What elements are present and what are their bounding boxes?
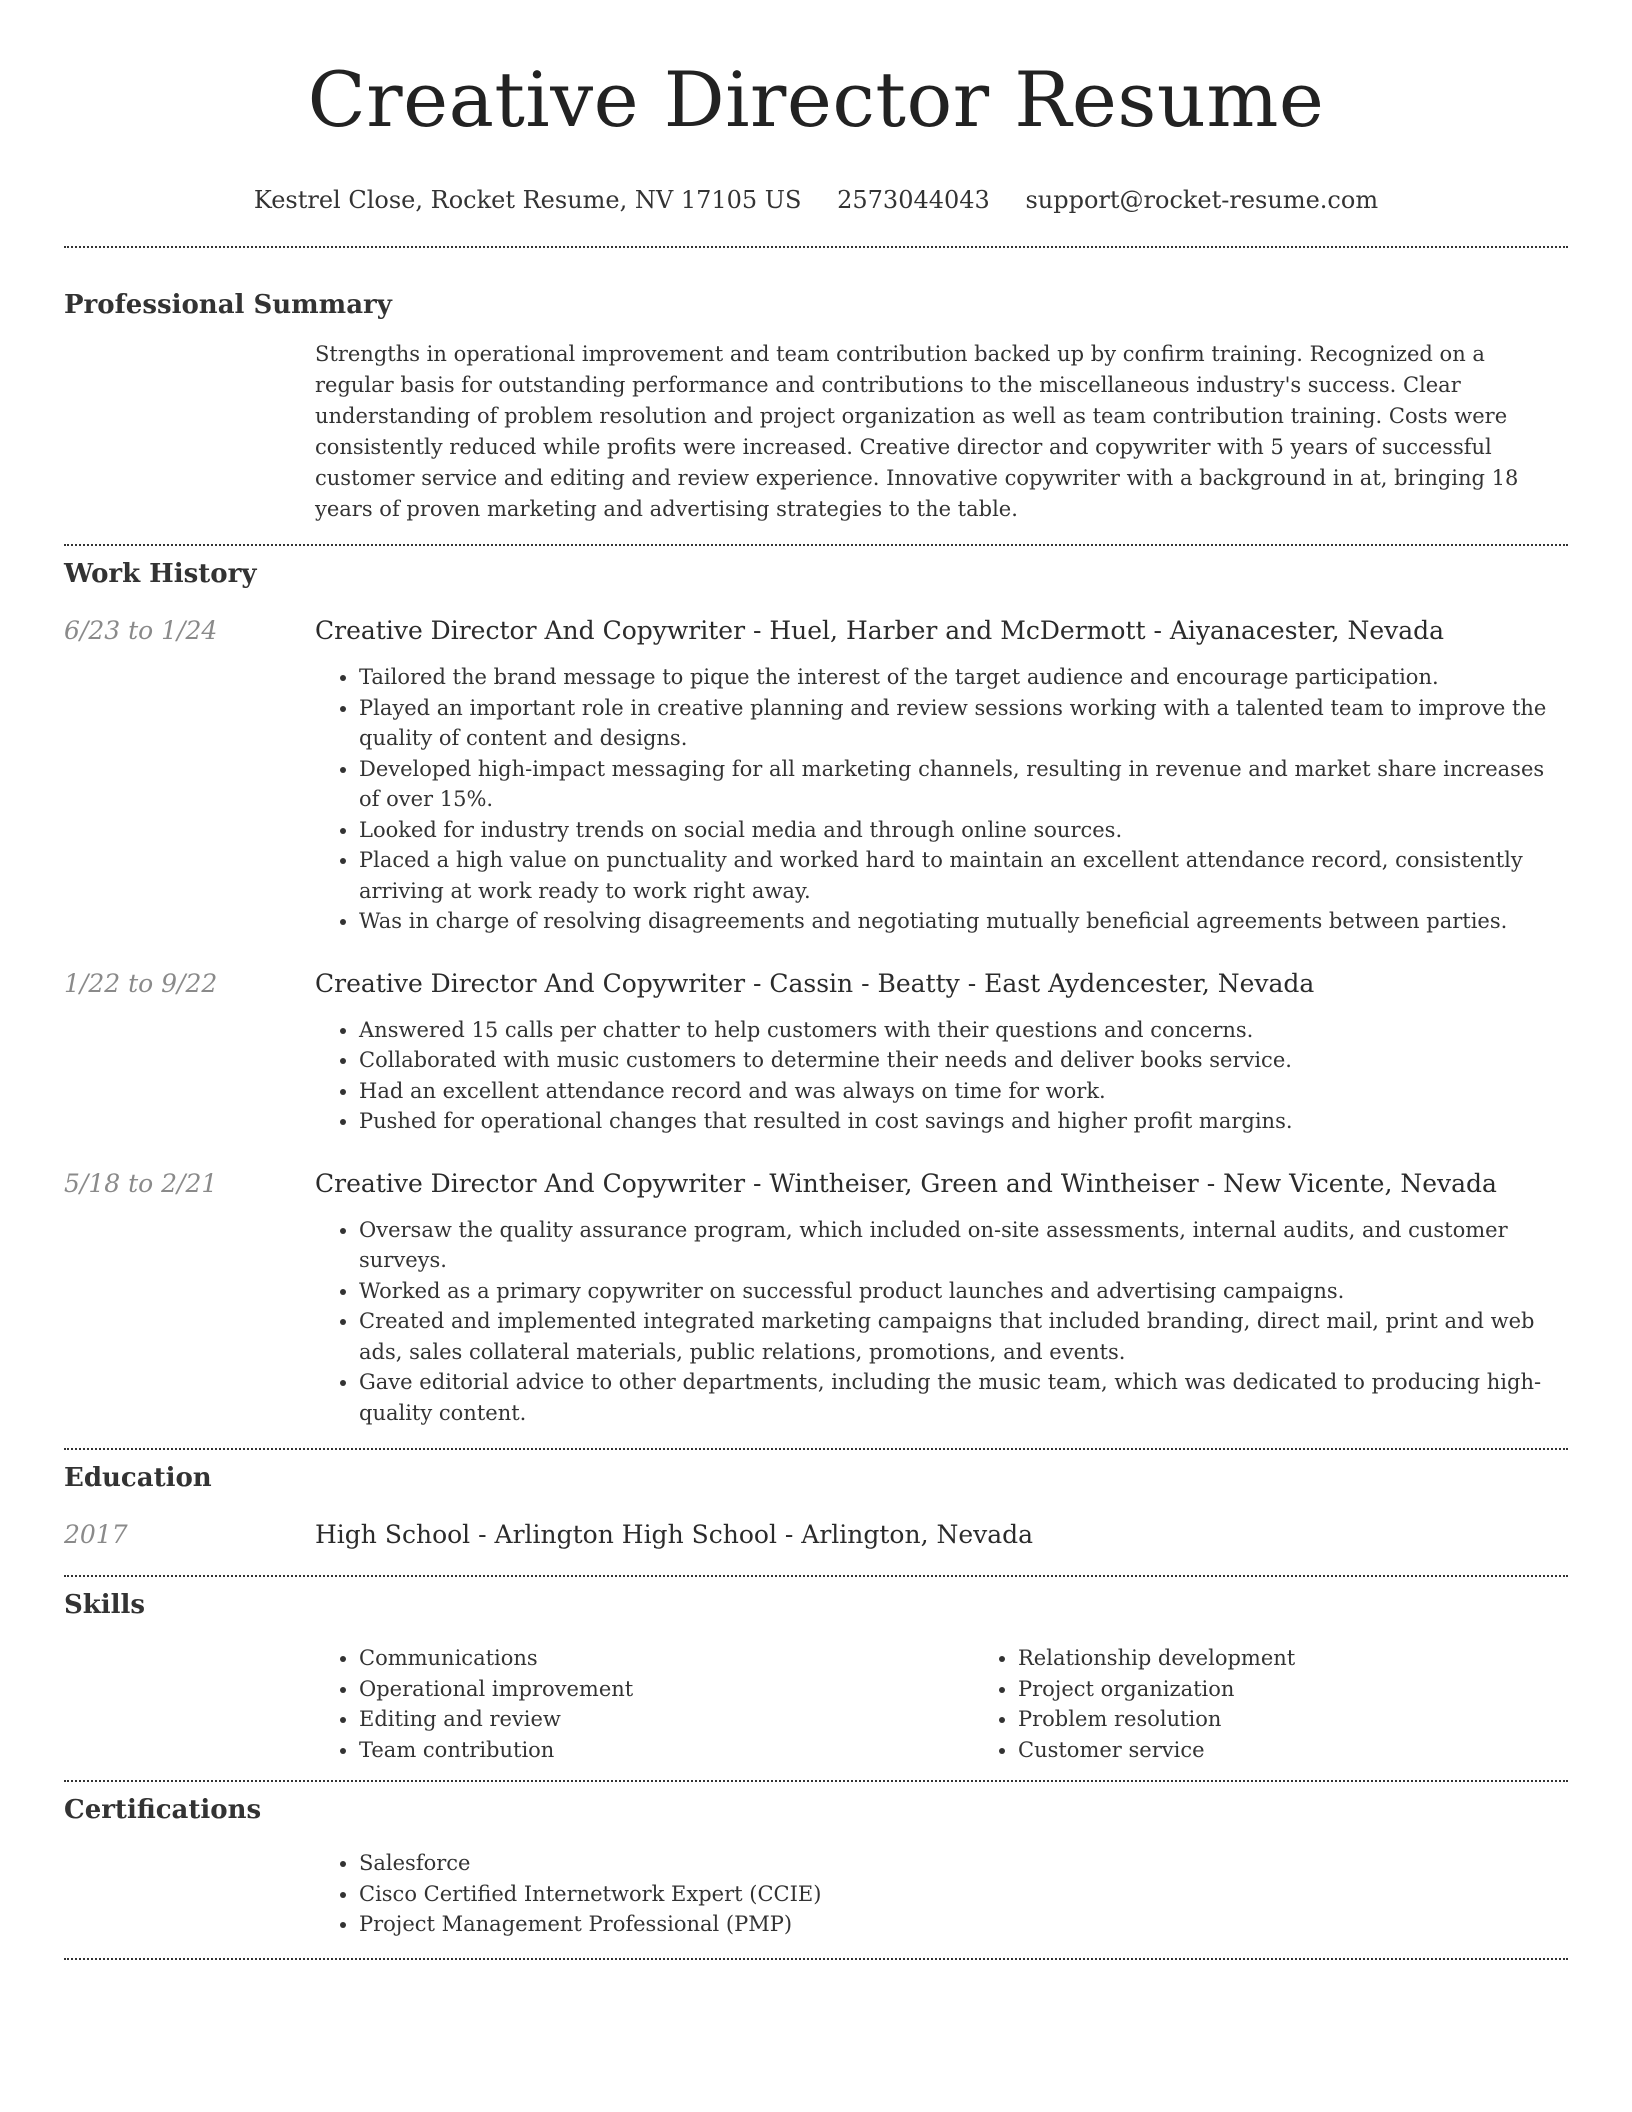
- list-item: • Communications: [359, 1643, 974, 1674]
- skills-row: [64, 1643, 1568, 1765]
- list-item: • Relationship development: [1018, 1643, 1632, 1674]
- list-item: • Customer service: [1018, 1735, 1632, 1766]
- job-header: [64, 614, 1568, 648]
- job-bullets: [315, 1015, 1568, 1137]
- list-item: • Cisco Certified Internetwork Expert (CCIE): [359, 1879, 1568, 1910]
- job-header: [64, 1167, 1568, 1201]
- certifications-list: [315, 1848, 1568, 1940]
- divider: [64, 1448, 1568, 1450]
- list-item: • Answered 15 calls per chatter to help customers with their questions and concerns.: [359, 1015, 1568, 1046]
- resume-page: [64, 0, 1568, 1960]
- job-bullets-col: [315, 1015, 1568, 1137]
- divider: [64, 246, 1568, 248]
- certifications-section: [64, 1793, 1568, 1940]
- list-item: • Collaborated with music customers to determine their needs and deliver books service.: [359, 1045, 1568, 1076]
- list-item: • Operational improvement: [359, 1674, 974, 1705]
- list-item: • Placed a high value on punctuality and worked hard to maintain an excellent attendance record, consistently arriving at work ready to work right away.: [359, 845, 1568, 906]
- skills-list-left: [315, 1643, 974, 1765]
- certifications-col: [315, 1848, 1568, 1940]
- divider: [64, 1575, 1568, 1577]
- list-item: • Team contribution: [359, 1735, 974, 1766]
- job-details: [64, 1215, 1568, 1429]
- job-entry: [64, 967, 1568, 1137]
- job-details: [64, 1015, 1568, 1137]
- list-item: • Looked for industry trends on social media and through online sources.: [359, 815, 1568, 846]
- job-title: Creative Director And Copywriter - Cassin - Beatty - East Aydencester, Nevada: [315, 968, 1315, 998]
- job-spacer: [64, 662, 315, 937]
- contact-phone: 2573044043: [837, 186, 990, 214]
- list-item: • Problem resolution: [1018, 1704, 1632, 1735]
- education-section: [64, 1461, 1568, 1552]
- summary-spacer: [64, 339, 315, 525]
- job-dates: 6/23 to 1/24: [64, 616, 218, 645]
- list-item: • Had an excellent attendance record and was always on time for work.: [359, 1076, 1568, 1107]
- divider: [64, 544, 1568, 546]
- job-entry: [64, 1167, 1568, 1429]
- list-item: • Gave editorial advice to other departments, including the music team, which was dedicated to producing high-quality content.: [359, 1367, 1568, 1428]
- list-item: • Pushed for operational changes that resulted in cost savings and higher profit margins.: [359, 1106, 1568, 1137]
- job-bullets-col: [315, 1215, 1568, 1429]
- education-text: High School - Arlington High School - Arlington, Nevada: [315, 1520, 1034, 1549]
- skills-list-right: [974, 1643, 1632, 1765]
- resume-title: Creative Director Resume: [307, 55, 1325, 144]
- list-item: • Developed high-impact messaging for all marketing channels, resulting in revenue and market share increases of over 15%.: [359, 754, 1568, 815]
- job-dates: 1/22 to 9/22: [64, 968, 218, 998]
- job-header: [64, 967, 1568, 1001]
- job-dates: 5/18 to 2/21: [64, 1168, 218, 1198]
- list-item: • Worked as a primary copywriter on successful product launches and advertising campaigns.: [359, 1276, 1568, 1307]
- list-item: • Was in charge of resolving disagreements and negotiating mutually beneficial agreements between parties.: [359, 906, 1568, 937]
- skills-section: [64, 1588, 1568, 1765]
- summary-text: Strengths in operational improvement and team contribution backed up by confirm training. Recognized on a regular basis for outstanding performance and contributions to the miscellaneous industry's success. Clear understanding of problem resolution and project organization as well as team contribution training. Costs were consistently reduced while profits were increased. Creative director and copywriter with 5 years of successful customer service and editing and review experience. Innovative copywriter with a background in at, bringing 18 years of proven marketing and advertising strategies to the table.: [315, 342, 1519, 521]
- job-bullets: [315, 1215, 1568, 1429]
- job-entry: [64, 614, 1568, 937]
- section-heading: Skills: [64, 1590, 146, 1620]
- skills-grid: [315, 1643, 1632, 1765]
- summary-row: [64, 339, 1568, 525]
- contact-address: Kestrel Close, Rocket Resume, NV 17105 US: [253, 186, 802, 214]
- list-item: • Played an important role in creative planning and review sessions working with a talented team to improve the quality of content and designs.: [359, 693, 1568, 754]
- contact-email: support@rocket-resume.com: [1025, 186, 1379, 214]
- education-date: 2017: [64, 1520, 128, 1549]
- job-bullets-col: [315, 662, 1568, 937]
- certifications-spacer: [64, 1848, 315, 1940]
- list-item: • Created and implemented integrated marketing campaigns that included branding, direct mail, print and web ads, sales collateral materials, public relations, promotions, and events.: [359, 1306, 1568, 1367]
- summary-section: [64, 288, 1568, 525]
- job-title: Creative Director And Copywriter - Huel, Harber and McDermott - Aiyanacester, Nevada: [315, 616, 1445, 645]
- divider: [64, 1780, 1568, 1782]
- list-item: • Editing and review: [359, 1704, 974, 1735]
- job-bullets: [315, 662, 1568, 937]
- education-entry: [64, 1518, 1568, 1552]
- section-heading: Professional Summary: [64, 290, 392, 320]
- skills-spacer: [64, 1643, 315, 1765]
- job-spacer: [64, 1215, 315, 1429]
- contact-line: [64, 184, 1568, 216]
- list-item: • Project organization: [1018, 1674, 1632, 1705]
- list-item: • Project Management Professional (PMP): [359, 1909, 1568, 1940]
- job-details: [64, 662, 1568, 937]
- job-spacer: [64, 1015, 315, 1137]
- list-item: • Tailored the brand message to pique the interest of the target audience and encourage participation.: [359, 662, 1568, 693]
- divider: [64, 1958, 1568, 1960]
- section-heading: Education: [64, 1463, 212, 1493]
- section-heading: Certifications: [64, 1795, 262, 1825]
- work-history-section: [64, 557, 1568, 1428]
- list-item: • Salesforce: [359, 1848, 1568, 1879]
- list-item: • Oversaw the quality assurance program, which included on-site assessments, internal audits, and customer surveys.: [359, 1215, 1568, 1276]
- section-heading: Work History: [64, 559, 257, 589]
- job-title: Creative Director And Copywriter - Wintheiser, Green and Wintheiser - New Vicente, Nevada: [315, 1168, 1497, 1198]
- certifications-row: [64, 1848, 1568, 1940]
